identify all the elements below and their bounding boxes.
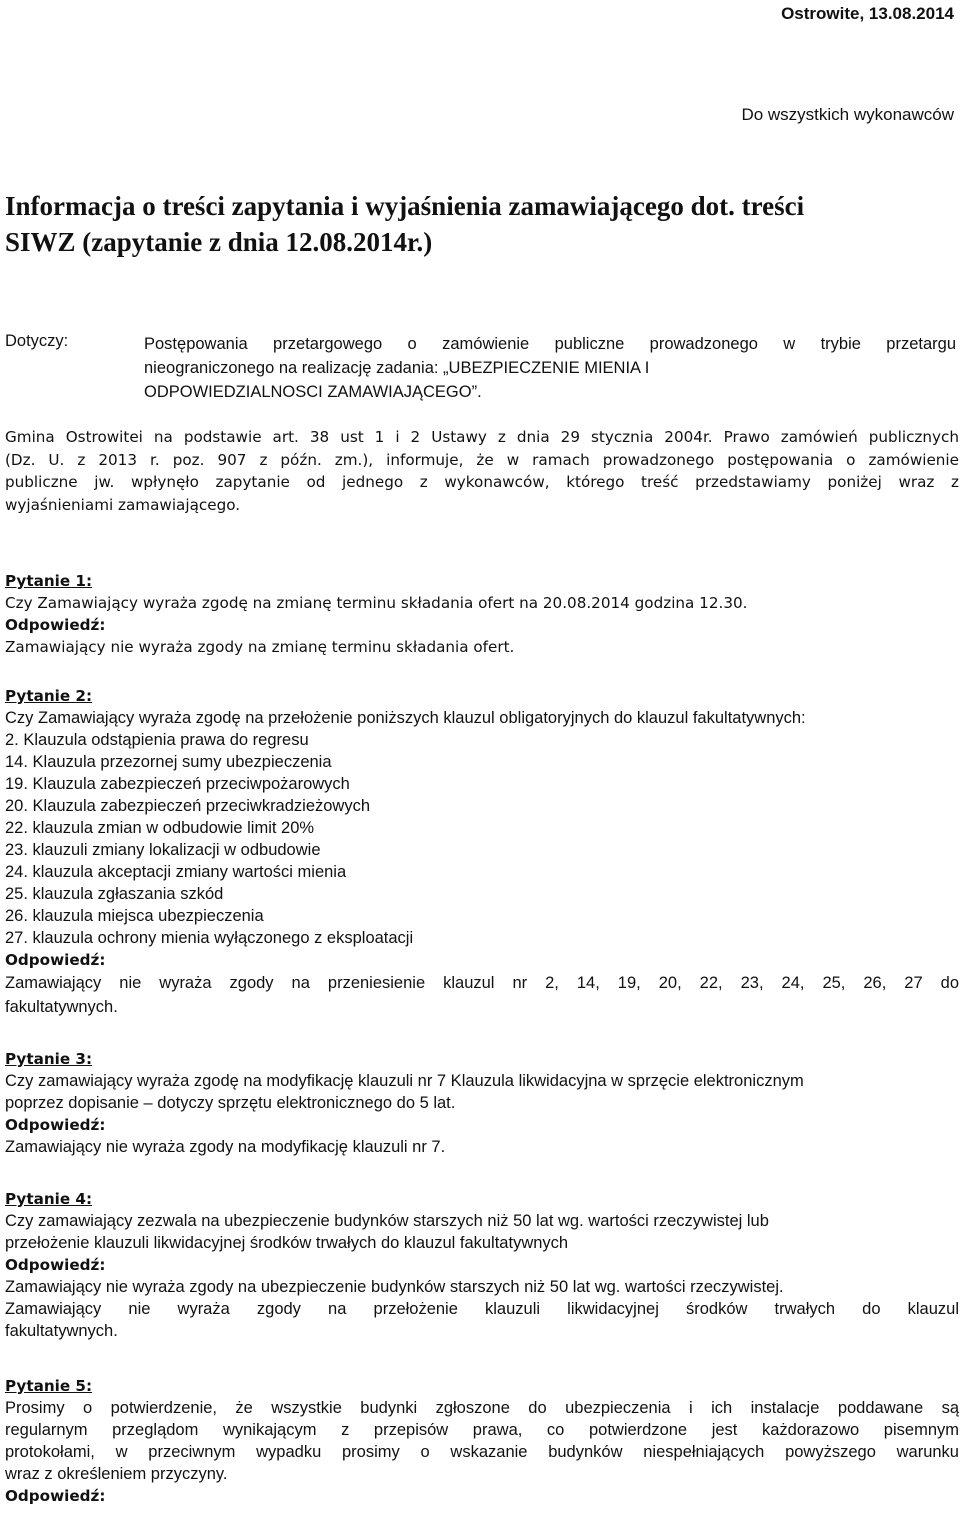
question-1 <box>5 570 959 658</box>
question-heading: Pytanie 2: <box>5 687 93 705</box>
list-item: 23. klauzuli zmiany lokalizacji w odbudowie <box>5 841 321 859</box>
answer-line: Zamawiający nie wyraża zgody na przeniesienie klauzul nr 2, 14, 19, 20, 22, 23, 24, 25, 26, 27 do <box>5 974 959 992</box>
list-item: 27. klauzula ochrony mienia wyłączonego z eksploatacji <box>5 929 414 947</box>
list-item: 24. klauzula akceptacji zmiany wartości mienia <box>5 863 347 881</box>
recipient: Do wszystkich wykonawców <box>741 105 954 124</box>
question-2 <box>5 685 959 1019</box>
question-line: przełożenie klauzuli likwidacyjnej środków trwałych do klauzul fakultatywnych <box>5 1234 569 1252</box>
question-5 <box>5 1375 959 1507</box>
list-item: 14. Klauzula przezornej sumy ubezpieczenia <box>5 753 332 771</box>
answer-text: Zamawiający nie wyraża zgody na zmianę terminu składania ofert. <box>5 638 515 656</box>
answer-text: Zamawiający nie wyraża zgody na modyfikację klauzuli nr 7. <box>5 1138 446 1156</box>
answer-label: Odpowiedź: <box>5 951 106 969</box>
list-item: 20. Klauzula zabezpieczeń przeciwkradzieżowych <box>5 797 371 815</box>
answer-label: Odpowiedź: <box>5 1256 106 1274</box>
intro-paragraph <box>5 426 959 516</box>
question-line: Czy zamawiający wyraża zgodę na modyfikację klauzuli nr 7 Klauzula likwidacyjna w sprzęcie elektronicznym <box>5 1072 804 1090</box>
list-item: 25. klauzula zgłaszania szkód <box>5 885 224 903</box>
answer-text <box>5 1276 959 1342</box>
question-line: poprzez dopisanie – dotyczy sprzętu elektronicznego do 5 lat. <box>5 1094 456 1112</box>
subject-line: nieograniczonego na realizację zadania: „UBEZPIECZENIE MIENIA I <box>144 359 650 377</box>
question-text <box>5 1397 959 1485</box>
question-line: regularnym przeglądom wynikającym z przepisów prawa, co potwierdzone jest każdorazowo pisemnym <box>5 1421 959 1439</box>
answer-line: fakultatywnych. <box>5 1322 118 1340</box>
place-date: Ostrowite, 13.08.2014 <box>781 4 954 23</box>
subject-label: Dotyczy: <box>5 332 69 350</box>
question-4 <box>5 1188 959 1342</box>
answer-label: Odpowiedź: <box>5 1116 106 1134</box>
document-title <box>5 188 804 260</box>
intro-line: (Dz. U. z 2013 r. poz. 907 z późn. zm.), informuje, że w ramach prowadzonego postępowania o zamówienie <box>5 450 959 469</box>
question-line: wraz z określeniem przyczyny. <box>5 1465 228 1483</box>
question-text <box>5 1210 959 1254</box>
subject-line: Postępowania przetargowego o zamówienie publiczne prowadzonego w trybie przetargu <box>144 335 956 353</box>
question-heading: Pytanie 5: <box>5 1377 93 1395</box>
clause-list <box>5 729 959 949</box>
answer-text <box>5 971 959 1019</box>
answer-label: Odpowiedź: <box>5 616 106 634</box>
question-text: Czy Zamawiający wyraża zgodę na przełożenie poniższych klauzul obligatoryjnych do klauzul fakultatywnych: <box>5 709 806 727</box>
title-line-2: SIWZ (zapytanie z dnia 12.08.2014r.) <box>5 227 433 257</box>
question-heading: Pytanie 1: <box>5 572 93 590</box>
question-3 <box>5 1048 959 1158</box>
list-item: 19. Klauzula zabezpieczeń przeciwpożarowych <box>5 775 350 793</box>
question-heading: Pytanie 3: <box>5 1050 93 1068</box>
question-line: Prosimy o potwierdzenie, że wszystkie budynki zgłoszone do ubezpieczenia i ich instalacje poddawane są <box>5 1399 959 1417</box>
answer-line: Zamawiający nie wyraża zgody na ubezpieczenie budynków starszych niż 50 lat wg. wartości rzeczywistej. <box>5 1278 784 1296</box>
question-text: Czy Zamawiający wyraża zgodę na zmianę terminu składania ofert na 20.08.2014 godzina 12.30. <box>5 594 748 612</box>
answer-line: Zamawiający nie wyraża zgody na przełożenie klauzuli likwidacyjnej środków trwałych do klauzul <box>5 1300 959 1318</box>
answer-label: Odpowiedź: <box>5 1487 106 1505</box>
subject-text <box>144 332 956 404</box>
question-line: Czy zamawiający zezwala na ubezpieczenie budynków starszych niż 50 lat wg. wartości rzeczywistej lub <box>5 1212 769 1230</box>
answer-line: fakultatywnych. <box>5 998 118 1016</box>
question-line: protokołami, w przeciwnym wypadku prosimy o wskazanie budynków niespełniających powyższego warunku <box>5 1443 959 1461</box>
intro-line: wyjaśnieniami zamawiającego. <box>5 495 241 514</box>
title-line-1: Informacja o treści zapytania i wyjaśnienia zamawiającego dot. treści <box>5 191 805 221</box>
list-item: 22. klauzula zmian w odbudowie limit 20% <box>5 819 315 837</box>
question-heading: Pytanie 4: <box>5 1190 93 1208</box>
subject-line: ODPOWIEDZIALNOSCI ZAMAWIAJĄCEGO”. <box>144 383 482 401</box>
intro-line: Gmina Ostrowitei na podstawie art. 38 ust 1 i 2 Ustawy z dnia 29 stycznia 2004r. Prawo zamówień publicznych <box>5 428 959 446</box>
list-item: 26. klauzula miejsca ubezpieczenia <box>5 907 264 925</box>
list-item: 2. Klauzula odstąpienia prawa do regresu <box>5 731 309 749</box>
question-text <box>5 1070 959 1114</box>
intro-line: publiczne jw. wpłynęło zapytanie od jednego z wykonawców, którego treść przedstawiamy poniżej wraz z <box>5 473 959 491</box>
